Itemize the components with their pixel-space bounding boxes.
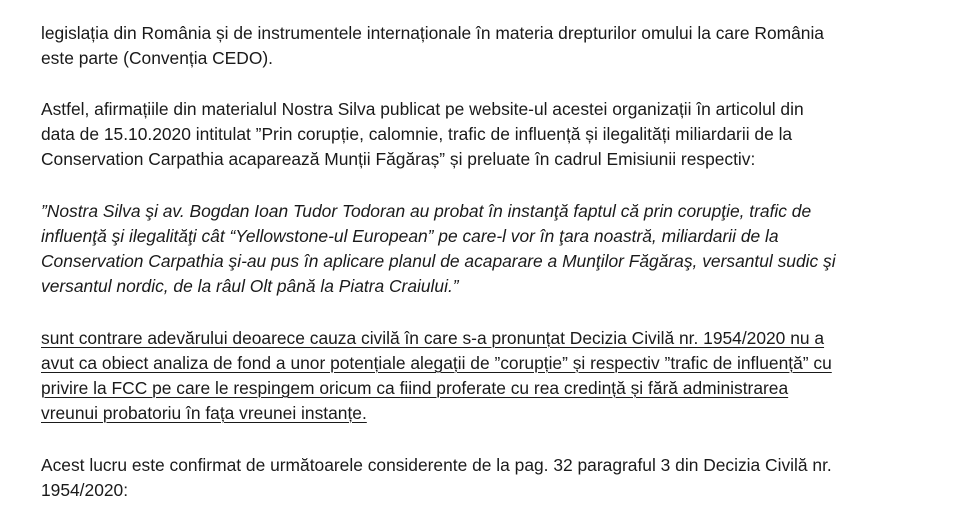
paragraph-confirmation bbox=[41, 453, 921, 503]
text-line: legislația din România și de instrumentele internaționale în materia drepturilor omului la care România bbox=[41, 23, 824, 43]
text-line: versantul nordic, de la râul Olt până la Piatra Craiului.” bbox=[41, 276, 459, 296]
text-line: Conservation Carpathia şi-au pus în aplicare planul de acaparare a Munţilor Făgăraş, versantul sudic şi bbox=[41, 251, 836, 271]
text-line: ”Nostra Silva şi av. Bogdan Ioan Tudor Todoran au probat în instanţă faptul că prin corupţie, trafic de bbox=[41, 201, 812, 221]
paragraph-statements bbox=[41, 97, 921, 172]
text-line: data de 15.10.2020 intitulat ”Prin corupție, calomnie, trafic de influență și ilegalități miliardarii de la bbox=[41, 124, 793, 144]
text-line: Conservation Carpathia acaparează Munții Făgăraș” și preluate în cadrul Emisiunii respectiv: bbox=[41, 149, 756, 169]
paragraph-rebuttal bbox=[41, 326, 921, 426]
text-line: este parte (Convenția CEDO). bbox=[41, 48, 273, 68]
text-line: privire la FCC pe care le respingem oricum ca fiind proferate cu rea credință și fără administrarea bbox=[41, 378, 789, 398]
text-line: avut ca obiect analiza de fond a unor potențiale alegații de ”corupție” și respectiv ”trafic de influență” cu bbox=[41, 353, 832, 373]
text-line: Astfel, afirmațiile din materialul Nostra Silva publicat pe website-ul acestei organizații în articolul din bbox=[41, 99, 804, 119]
text-line: sunt contrare adevărului deoarece cauza civilă în care s-a pronunțat Decizia Civilă nr. 1954/2020 nu a bbox=[41, 328, 825, 348]
paragraph-legislation bbox=[41, 21, 921, 71]
text-line: Acest lucru este confirmat de următoarele considerente de la pag. 32 paragraful 3 din Decizia Civilă nr. bbox=[41, 455, 832, 475]
text-line: vreunui probatoriu în fața vreunei instanțe. bbox=[41, 403, 367, 423]
paragraph-quote bbox=[41, 199, 921, 299]
text-line: influenţă şi ilegalităţi cât “Yellowstone-ul European” pe care-l vor în ţara noastră, miliardarii de la bbox=[41, 226, 779, 246]
text-line: 1954/2020: bbox=[41, 480, 129, 500]
